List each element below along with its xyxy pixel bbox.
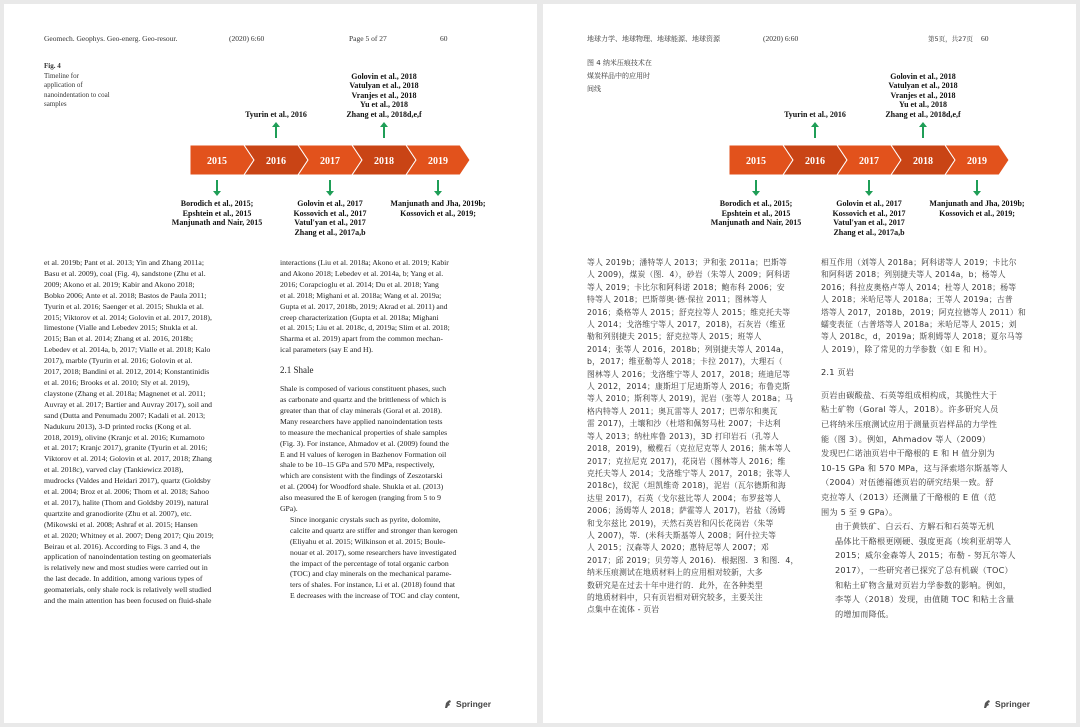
section-heading: 2.1 页岩 [821, 367, 855, 378]
text-line: creep characterization (Gupta et al. 2018a; Mighani [280, 312, 439, 322]
text-line: (Mikowski et al. 2008; Ashraf et al. 2015; Hansen [44, 519, 198, 529]
text-line: 图林等人 2016；戈洛维宁等人 2017，2018；班迪尼等 [587, 369, 791, 379]
text-line: 勒和列别捷夫 2015；舒克拉等人 2015；班等人 [587, 332, 762, 342]
timeline-reference: Golovin et al., 2017 [297, 199, 363, 208]
text-line: nouar et al. 2017), some researchers have investigated [290, 547, 457, 557]
figure-caption [44, 62, 154, 110]
timeline-reference-group [858, 72, 988, 120]
text-line: 2017；邱 2019；贝劳等人 2016)．根据图．3 和图．4， [587, 555, 799, 565]
text-line: 和戈尔兹比 2019)，天然石英岩和闪长花岗岩（朱等 [587, 518, 774, 528]
up-arrow-icon [918, 121, 928, 139]
text-line: et al. 2004; Broz et al. 2006; Thom et al. 2018; Sahoo [44, 487, 210, 497]
text-line: Basu et al. 2009), coal (Fig. 4), sandstone (Zhu et al. [44, 268, 206, 278]
timeline-reference: Yu et al., 2018 [899, 100, 947, 109]
timeline-reference: Borodich et al., 2015; [180, 199, 254, 208]
timeline-reference-group [319, 72, 449, 120]
header-num: 60 [440, 34, 448, 43]
up-arrow-icon [271, 121, 281, 139]
header-page: Page 5 of 27 [349, 34, 387, 43]
springer-text: Springer [456, 699, 491, 709]
timeline-reference: Vranjes et al., 2018 [890, 90, 956, 100]
timeline-year-label: 2016 [266, 156, 286, 167]
timeline-reference: Manjunath and Nair, 2015 [171, 218, 263, 227]
timeline-reference: Zhang et al., 2018d,e,f [885, 109, 961, 119]
text-line: the last decade. In addition, among various types of [44, 574, 203, 584]
text-line: et al. (2004) for Woodford shale. Shukla et al. (2013) [280, 482, 444, 492]
text-line: 人 2012，2014；康斯坦丁尼迪斯等人 2016；布鲁克斯 [587, 382, 791, 392]
text-line: 人 2015；汉森等人 2020；惠特尼等人 2007；邓 [587, 543, 769, 553]
text-line: 由于黄铁矿、白云石、方解石和石英等无机 [835, 521, 995, 532]
timeline-year-label: 2015 [746, 156, 766, 167]
text-line: 塔等人 2017，2018b，2019；阿克拉德等人 2011）和 [821, 307, 1027, 317]
timeline-year-label: 2015 [207, 156, 227, 167]
text-line: 能（图 3）。例如，Ahmadov 等人（2009） [821, 433, 991, 444]
text-line: quartzite and granodiorite (Zhu et al. 2007), etc. [44, 508, 192, 518]
page-english [4, 4, 537, 723]
timeline-reference: Zhang et al., 2017a,b [294, 227, 366, 237]
timeline-year-label: 2017 [859, 156, 879, 167]
text-line: 2017；克拉尼克 2017)，花岗岩（图林等人 2016；维 [587, 456, 786, 466]
text-line: 2009; Akono et al. 2019; Kabir and Akono 2018; [44, 279, 195, 289]
text-line: greater than that of clay minerals (Goral et al. 2018). [280, 405, 443, 415]
text-line: 李等人（2018）发现，由值随 TOC 和粘土含量 [835, 594, 1015, 605]
caption-line: 图 4 纳米压痕技术在 [587, 59, 652, 67]
timeline-reference-group [373, 199, 503, 218]
text-line: Tyurin et al. 2016; Saenger et al. 2015; Shukla et al. [44, 301, 204, 311]
text-line: 2016；桑格等人 2015；舒克拉等人 2015；维克托夫等 [587, 307, 791, 317]
body-column-left [44, 258, 262, 607]
text-line: 10-15 GPa 和 570 MPa，这与泽索塔尔斯基等人 [821, 462, 1008, 473]
text-line: shale to be 10–15 GPa and 570 MPa, respectively, [280, 460, 435, 470]
text-line: 已将纳米压痕测试应用于测量页岩样品的力学性 [821, 419, 998, 430]
text-line: 格内特等人 2011；奥瓦雷等人 2017；巴蒂尔和奥瓦 [587, 406, 778, 416]
text-line: et al. 2017; Kranjc 2017), granite (Tyurin et al. 2016; [44, 443, 208, 453]
text-line: 2006；汤姆等人 2018；萨霍等人 2017)，岩盐（汤姆 [587, 506, 786, 516]
text-line: Many researchers have applied nanoindentation tests [280, 416, 443, 426]
text-line: 相互作用（刘等人 2018a；阿科诺等人 2019；卡比尔 [821, 258, 1017, 267]
text-line: and the main attention has been focused on fluid-shale [44, 596, 212, 606]
timeline-reference: Borodich et al., 2015; [719, 199, 793, 208]
text-line: 雷 2017)，土壤和沙（杜塔和佩努马杜 2007；卡达利 [587, 419, 781, 429]
text-line: 的地质材料中，只有页岩相对研究较多，主要关注 [587, 592, 763, 602]
text-line: Shale is composed of various constituent phases, such [280, 384, 447, 394]
timeline-reference: Vatulyan et al., 2018 [888, 81, 958, 90]
text-line: et al. 2017), halite (Thom and Goldsby 2019), natural [44, 497, 209, 507]
timeline-reference: Kossovich et al., 2019; [400, 208, 476, 218]
text-line: b，2017；维亚勒等人 2018；卡拉 2017)，大理石（ [587, 357, 783, 367]
text-line: 人 2014；戈洛维宁等人 2017，2018)，石灰岩（维亚 [587, 320, 786, 330]
timeline-year-label: 2019 [428, 156, 448, 167]
text-line: E decreases with the increase of TOC and clay content, [290, 591, 460, 601]
text-line: Gupta et al. 2017, 2018b, 2019; Akrad et al. 2011) and [280, 301, 448, 311]
body-column-right [821, 257, 1041, 621]
text-line: et al. 2016; Brooks et al. 2010; Sly et al. 2019), [44, 377, 190, 387]
text-line: 2014；张等人 2016，2018b；列别捷夫等人 2014a， [587, 344, 790, 354]
figure-caption [587, 57, 697, 96]
text-line: 蠕变表征（古普塔等人 2018a；米哈尼等人 2015；刘 [821, 320, 1017, 330]
timeline-reference: Tyurin et al., 2016 [784, 109, 846, 119]
text-line: 2017), marble (Tyurin et al. 2016; Golovin et al. [44, 356, 193, 366]
text-line: et al. 2015; Liu et al. 2018c, d, 2019a; Slim et al. 2018; [280, 323, 450, 333]
body-column-left [587, 257, 807, 617]
text-line: 2017, 2018; Bandini et al. 2012, 2014; Konstantinidis [44, 367, 210, 377]
up-arrow-icon [379, 121, 389, 139]
text-line: Beirau et al. 2016). According to Figs. 3 and 4, the [44, 541, 200, 551]
text-line: mudrocks (Valdes and Heidari 2017), quartz (Goldsby [44, 476, 211, 486]
text-line: 2018，2019)，橄榄石（克拉尼克等人 2016；熊本等人 [587, 444, 791, 454]
text-line: 等人 2013；纳杜库鲁 2013)，3D 打印岩石（孔等人 [587, 431, 779, 441]
text-line: as carbonate and quartz and the brittleness of which is [280, 394, 447, 404]
text-line: （2004）对伍德福德页岩的研究结果一致。舒 [821, 477, 994, 488]
caption-line: nanoindentation to coal [44, 90, 110, 99]
text-line: which are consistent with the findings of Zeszotarski [280, 471, 443, 481]
timeline-bar [729, 143, 1019, 177]
text-line: 克托夫等人 2014；戈洛维宁等人 2017，2018；张等人 [587, 468, 791, 478]
text-line: Since inorganic crystals such as pyrite, dolomite, [290, 514, 441, 524]
text-line: (Fig. 3). For instance, Ahmadov et al. (2009) found the [280, 438, 449, 448]
text-line: application of nanoindentation testing on geomaterials [44, 552, 212, 562]
timeline-reference: Vatulyan et al., 2018 [349, 81, 419, 90]
text-line: 达里 2017)，石英（戈尔兹比等人 2004；布罗兹等人 [587, 493, 781, 503]
timeline-year-label: 2019 [967, 156, 987, 167]
text-line: 2016; Corapcioglu et al. 2014; Du et al. 2018; Yang [280, 279, 439, 289]
text-line: 2016；科拉皮奥格卢等人 2014；杜等人 2018；杨等 [821, 282, 1017, 292]
text-line: 人 2019），除了常见的力学参数（如 E 和 H）。 [821, 344, 992, 354]
text-line: 等人 2010；斯利等人 2019)，泥岩（张等人 2018a；马 [587, 394, 794, 404]
text-line: geomaterials, only shale rock is relatively well studied [44, 585, 212, 595]
timeline-reference: Manjunath and Jha, 2019b; [390, 199, 486, 208]
timeline-reference: Vranjes et al., 2018 [351, 90, 417, 100]
down-arrow-icon [433, 179, 443, 197]
timeline-reference: Manjunath and Jha, 2019b; [929, 199, 1025, 208]
text-line: et al. 2019b; Pant et al. 2013; Yin and Zhang 2011a; [44, 258, 204, 267]
text-line: the impact of the percentage of total organic carbon [290, 558, 449, 568]
text-line: GPa). [280, 504, 298, 514]
text-line: Auvray et al. 2017; Bartier and Auvray 2017), soil and [44, 399, 213, 409]
text-line: 的增加而降低。 [835, 608, 894, 619]
text-line: 围为 5 至 9 GPa）。 [821, 506, 898, 517]
text-line: 发现巴仁诺油页岩中干酪根的 E 和 H 值分别为 [821, 448, 995, 459]
down-arrow-icon [972, 179, 982, 197]
text-line: 2018, 2019), olivine (Kranjc et al. 2016; Kumamoto [44, 432, 205, 442]
down-arrow-icon [864, 179, 874, 197]
text-line: 页岩由碳酸盐、石英等组成相构成，其脆性大于 [821, 389, 998, 400]
page-chinese [543, 4, 1076, 723]
text-line: Sharma et al. 2019) apart from the common mechan- [280, 334, 443, 344]
springer-horse-icon [982, 699, 992, 709]
text-line: 数研究是在过去十年中进行的．此外，在各种类型 [587, 580, 763, 590]
timeline-reference-group [152, 199, 282, 228]
down-arrow-icon [751, 179, 761, 197]
down-arrow-icon [325, 179, 335, 197]
section-heading: 2.1 Shale [280, 365, 314, 376]
text-line: Lebedev et al. 2014a, b, 2017; Vialle et al. 2018; Kalo [44, 345, 211, 355]
text-line: Bobko 2006; Ante et al. 2018; Bastos de Paula 2011; [44, 290, 207, 300]
text-line: et al. 2018; Mighani et al. 2018a; Wang et al. 2019a; [280, 290, 442, 300]
text-line: is relatively new and most studies were carried out in [44, 563, 208, 573]
text-line: claystone (Zhang et al. 2018a; Magnenet et al. 2011; [44, 388, 206, 398]
caption-line: 间线 [587, 85, 601, 93]
timeline-reference: Zhang et al., 2017a,b [833, 227, 905, 237]
down-arrow-icon [212, 179, 222, 197]
text-line: (TOC) and clay minerals on the mechanical parame- [290, 569, 452, 579]
text-line: sand (Dutta and Penumadu 2007; Kadali et al. 2013; [44, 410, 206, 420]
text-line: and Akono 2018; Lebedev et al. 2014a, b; Yang et al. [280, 268, 444, 278]
text-line: 纳米压痕测试在地质材料上的应用相对较新，大多 [587, 568, 763, 578]
text-line: 克拉等人（2013）还测量了干酪根的 E 值（范 [821, 492, 997, 502]
text-line: calcite and quartz are stiffer and stronger than kerogen [290, 525, 458, 535]
timeline-reference-group [691, 199, 821, 228]
springer-text: Springer [995, 699, 1030, 709]
text-line: 等人 2019；卡比尔和阿科诺 2018；鲍布科 2006；安 [587, 282, 785, 292]
timeline-reference: Vatul'yan et al., 2017 [294, 218, 366, 227]
text-line: 2015; Viktorov et al. 2014; Golovin et al. 2017, 2018), [44, 312, 212, 322]
header-year: (2020) 6:60 [763, 34, 799, 43]
text-line: 2015; Ban et al. 2014; Zhang et al. 2016, 2018b; [44, 334, 194, 344]
timeline-reference: Golovin et al., 2017 [836, 199, 902, 208]
timeline-reference: Epshtein et al., 2015 [721, 208, 791, 218]
caption-line: application of [44, 81, 83, 89]
text-line: E and H values of kerogen in Bazhenov Formation oil [280, 449, 447, 459]
text-line: 粘土矿物（Goral 等人，2018）。许多研究人员 [821, 404, 999, 415]
springer-horse-icon [443, 699, 453, 709]
timeline-year-label: 2016 [805, 156, 825, 167]
text-line: 人 2007)，等．(米科夫斯基等人 2008；阿什拉夫等 [587, 530, 777, 540]
timeline-reference-group [912, 199, 1042, 218]
text-line: 特等人 2018；巴斯蒂奥·德·保拉 2011；图林等人 [587, 295, 767, 305]
header-page: 第5页，共27页 [928, 35, 973, 43]
text-line: to measure the mechanical properties of shale samples [280, 427, 448, 437]
text-line: 2017），一些研究者已探究了总有机碳（TOC） [835, 564, 1013, 575]
text-line: Viktorov et al. 2014; Golovin et al. 2017, 2018; Zhang [44, 454, 212, 464]
timeline-reference: Kossovich et al., 2017 [832, 208, 906, 218]
caption-line: 煤炭样品中的应用时 [587, 72, 650, 80]
timeline-reference: Tyurin et al., 2016 [245, 109, 307, 119]
timeline-reference: Zhang et al., 2018d,e,f [346, 109, 422, 119]
text-line: 等人 2019b；潘特等人 2013；尹和张 2011a；巴斯等 [587, 258, 788, 267]
text-line: (Eliyahu et al. 2015; Wilkinson et al. 2015; Boule- [290, 536, 446, 546]
text-line: 人 2009)，煤炭（图．4），砂岩（朱等人 2009；阿科诺 [587, 270, 791, 280]
caption-line: samples [44, 100, 67, 108]
header-journal: 地球力学、地球物理、地球能源、地球资源 [587, 35, 720, 43]
text-line: 和粘土矿物含量对页岩力学参数的影响。例如， [835, 579, 1012, 590]
timeline-reference: Golovin et al., 2018 [890, 71, 956, 81]
text-line: ical parameters (say E and H). [280, 345, 374, 355]
timeline-reference: Vatul'yan et al., 2017 [833, 218, 905, 227]
header-year: (2020) 6:60 [229, 34, 265, 43]
timeline-reference: Kossovich et al., 2017 [293, 208, 367, 218]
timeline-bar [190, 143, 480, 177]
text-line: interactions (Liu et al. 2018a; Akono et al. 2019; Kabir [280, 258, 449, 267]
caption-line: Timeline for [44, 71, 79, 80]
timeline-year-label: 2018 [374, 156, 394, 167]
timeline-reference: Golovin et al., 2018 [351, 71, 417, 81]
text-line: et al. 2020; Whitney et al. 2007; Deng 2017; Qiu 2019; [44, 530, 214, 540]
springer-logo [982, 699, 1030, 709]
timeline-year-label: 2017 [320, 156, 340, 167]
timeline-reference: Epshtein et al., 2015 [182, 208, 252, 218]
text-line: also measured the E of kerogen (ranging from 5 to 9 [280, 493, 441, 503]
text-line: ters of shales. For instance, Li et al. (2018) found that [290, 580, 456, 590]
text-line: limestone (Vialle and Lebedev 2015; Shukla et al. [44, 323, 198, 333]
timeline-reference: Kossovich et al., 2019; [939, 208, 1015, 218]
text-line: 2018c)，纹泥（坦凯维奇 2018)，泥岩（瓦尔德斯和海 [587, 481, 786, 491]
body-column-right [280, 258, 498, 602]
text-line: 点集中在流体 - 页岩 [587, 605, 660, 615]
timeline-reference: Manjunath and Nair, 2015 [710, 218, 802, 227]
text-line: et al. 2018c), varved clay (Tankiewicz 2018), [44, 465, 184, 475]
text-line: 晶体比干酪根更刚硬、强度更高（埃利亚胡等人 [835, 535, 1012, 546]
up-arrow-icon [810, 121, 820, 139]
text-line: 和阿科诺 2018；列别捷夫等人 2014a，b；杨等人 [821, 270, 1006, 280]
text-line: 人 2018；米哈尼等人 2018a；王等人 2019a；古普 [821, 295, 1013, 305]
text-line: Nadukuru 2013), 3-D printed rocks (Kong et al. [44, 421, 192, 431]
timeline-year-label: 2018 [913, 156, 933, 167]
text-line: 2015；威尔金森等人 2015；布勒 - 努瓦尔等人 [835, 550, 1016, 561]
header-num: 60 [981, 34, 989, 43]
timeline-reference: Yu et al., 2018 [360, 100, 408, 109]
header-journal: Geomech. Geophys. Geo-energ. Geo-resour. [44, 34, 178, 43]
springer-logo [443, 699, 491, 709]
text-line: 等人 2018c，d，2019a；斯利姆等人 2018；夏尔马等 [821, 332, 1023, 342]
caption-title: Fig. 4 [44, 62, 61, 70]
